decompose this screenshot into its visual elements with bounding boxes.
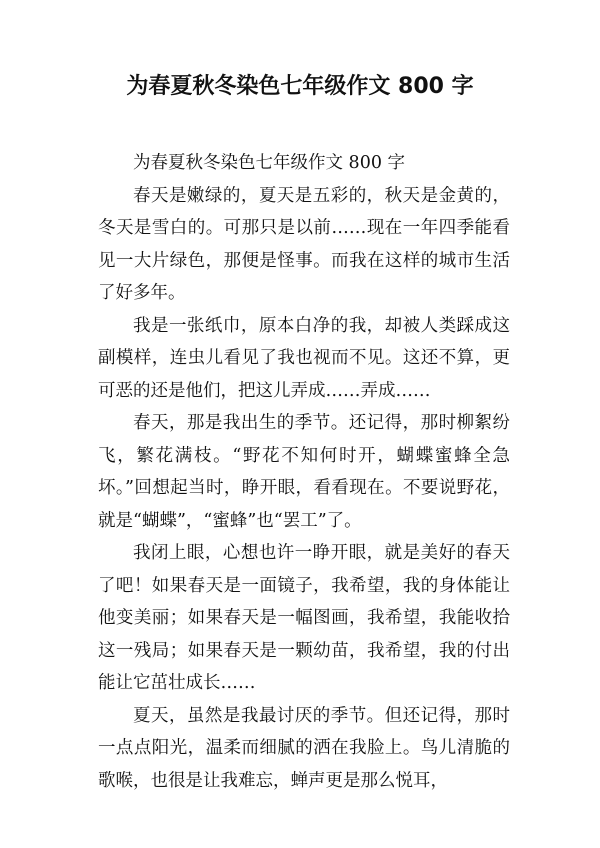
document-body [98,147,510,797]
paragraph: 我是一张纸巾，原本白净的我，却被人类踩成这副模样，连虫儿看见了我也视而不见。这还不算，更可恶的还是他们，把这儿弄成……弄成…… [98,315,510,401]
paragraph: 春天是嫩绿的，夏天是五彩的，秋天是金黄的，冬天是雪白的。可那只是以前……现在一年四季能看见一大片绿色，那便是怪事。而我在这样的城市生活了好多年。 [98,185,510,303]
paragraph: 春天，那是我出生的季节。还记得，那时柳絮纷飞，繁花满枝。“野花不知何时开，蝴蝶蜜蜂全急坏。”回想起当时，睁开眼，看看现在。不要说野花，就是“蝴蝶”，“蜜蜂”也“罢工”了。 [98,413,510,531]
paragraph: 我闭上眼，心想也许一睁开眼，就是美好的春天了吧！如果春天是一面镜子，我希望，我的身体能让他变美丽；如果春天是一幅图画，我希望，我能收拾这一残局；如果春天是一颗幼苗，我希望，我的付出能让它茁壮成长…… [98,543,510,693]
paragraph: 为春夏秋冬染色七年级作文 800 字 [133,153,406,173]
paragraph: 夏天，虽然是我最讨厌的季节。但还记得，那时一点点阳光，温柔而细腻的洒在我脸上。鸟儿清脆的歌喉，也很是让我难忘，蝉声更是那么悦耳， [98,705,510,791]
document-title: 为春夏秋冬染色七年级作文 800 字 [126,74,474,99]
